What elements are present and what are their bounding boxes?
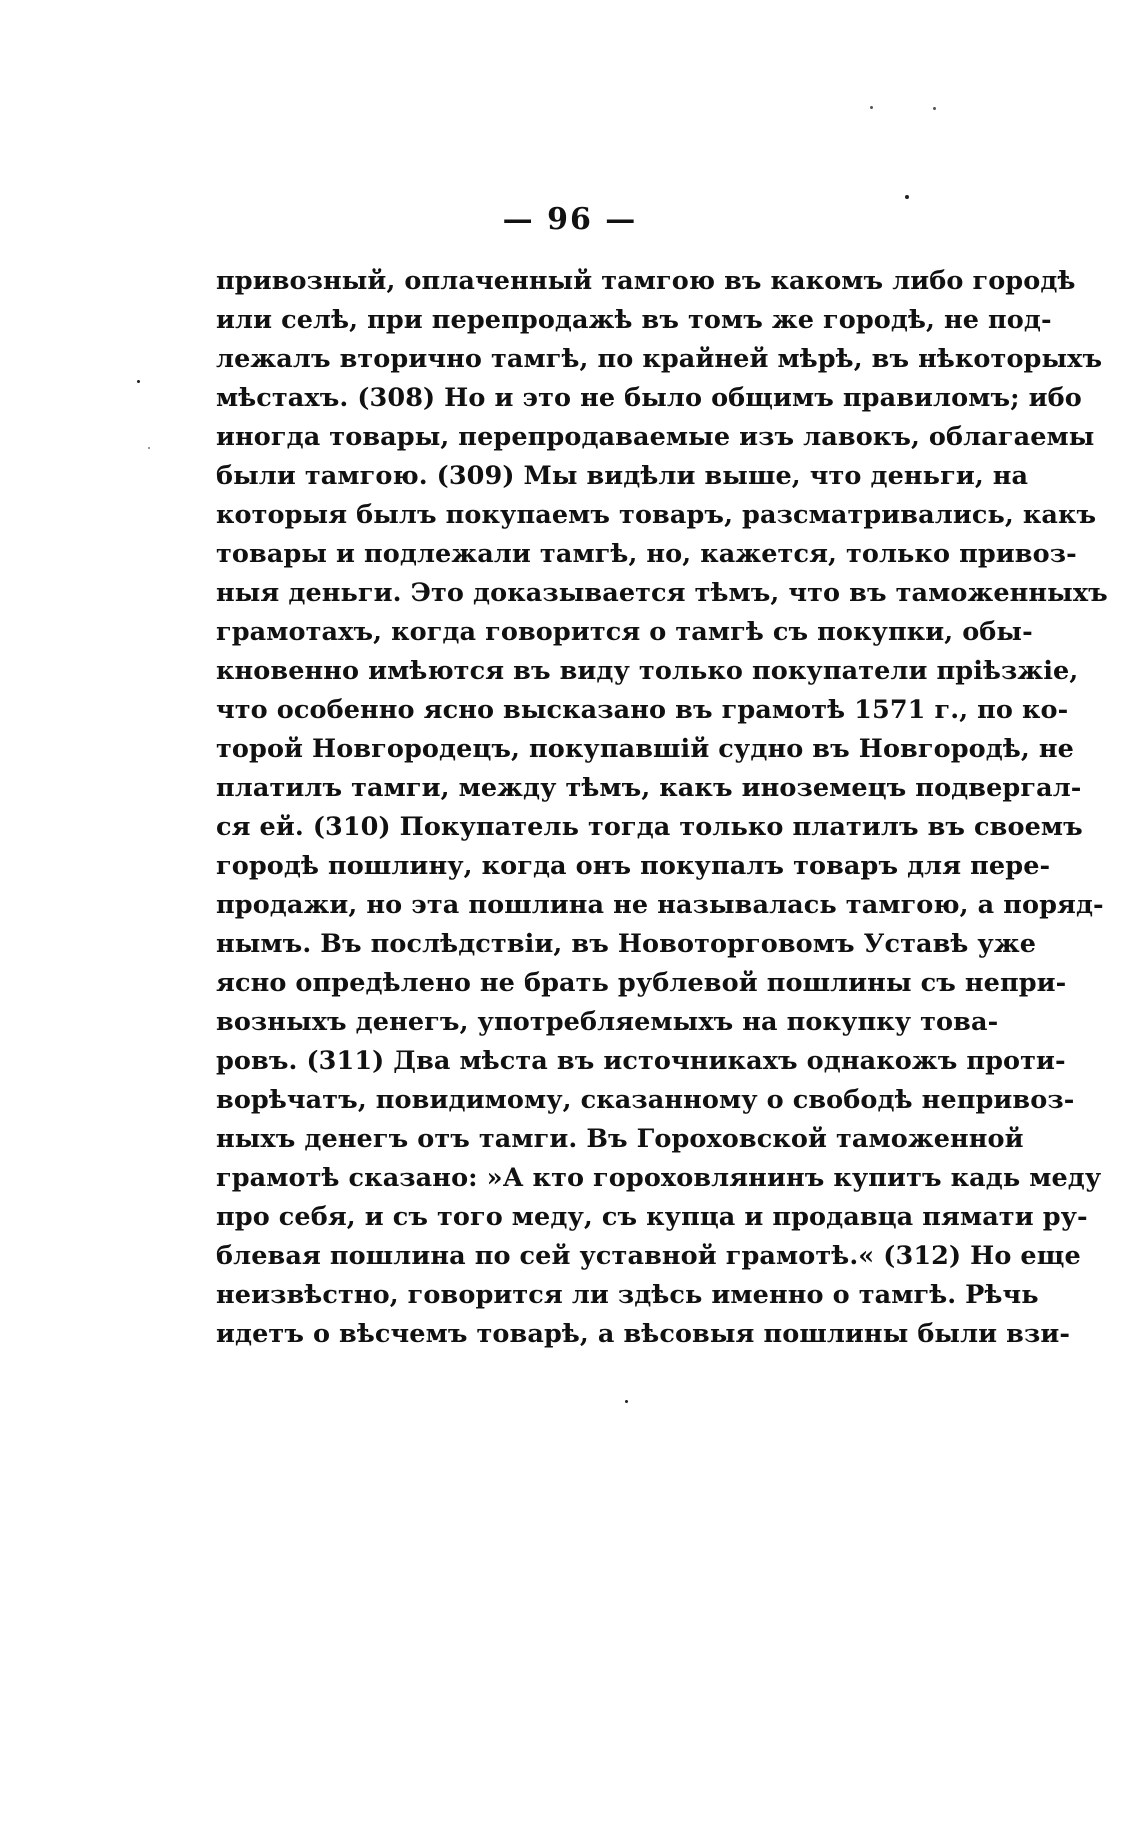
text-line: ворѣчатъ, повидимому, сказанному о свободѣ непривоз- [216, 1085, 1075, 1115]
text-line: блевая пошлина по сей уставной грамотѣ.« (312) Но еще [216, 1241, 1081, 1271]
text-line: мѣстахъ. (308) Но и это не было общимъ правиломъ; ибо [216, 383, 1082, 413]
text-line: которыя былъ покупаемъ товаръ, разсматривались, какъ [216, 500, 1097, 530]
text-line: грамотахъ, когда говорится о тамгѣ съ покупки, обы- [216, 617, 1033, 647]
text-line: торой Новгородецъ, покупавшій судно въ Новгородѣ, не [216, 734, 1074, 764]
text-line: ныхъ денегъ отъ тамги. Въ Гороховской таможенной [216, 1124, 1024, 1154]
text-line: про себя, и съ того меду, съ купца и продавца пямати ру- [216, 1202, 1088, 1232]
text-line: городѣ пошлину, когда онъ покупалъ товаръ для пере- [216, 851, 1051, 881]
scan-speck [625, 1400, 628, 1403]
text-line: грамотѣ сказано: »А кто гороховлянинъ купитъ кадь меду [216, 1163, 1102, 1193]
text-line: привозный, оплаченный тамгою въ какомъ либо городѣ [216, 266, 1076, 296]
page-number: — 96 — [502, 202, 638, 237]
scan-speck [148, 447, 150, 449]
text-line: кновенно имѣются въ виду только покупатели пріѣзжіе, [216, 656, 1079, 686]
text-line: возныхъ денегъ, употребляемыхъ на покупку това- [216, 1007, 999, 1037]
text-line: ясно опредѣлено не брать рублевой пошлины съ непри- [216, 968, 1067, 998]
text-line: продажи, но эта пошлина не называлась тамгою, а поряд- [216, 890, 1104, 920]
text-line: идетъ о вѣсчемъ товарѣ, а вѣсовыя пошлины были взи- [216, 1319, 1071, 1349]
text-line: нымъ. Въ послѣдствіи, въ Новоторговомъ Уставѣ уже [216, 929, 1037, 959]
text-line: ровъ. (311) Два мѣста въ источникахъ однакожъ проти- [216, 1046, 1066, 1076]
text-line: неизвѣстно, говорится ли здѣсь именно о тамгѣ. Рѣчь [216, 1280, 1039, 1310]
text-line: что особенно ясно высказано въ грамотѣ 1571 г., по ко- [216, 695, 1069, 725]
text-line: были тамгою. (309) Мы видѣли выше, что деньги, на [216, 461, 1029, 491]
scan-speck [905, 195, 909, 199]
text-line: ся ей. (310) Покупатель тогда только платилъ въ своемъ [216, 812, 1083, 842]
text-line: платилъ тамги, между тѣмъ, какъ иноземецъ подвергал- [216, 773, 1082, 803]
text-line: или селѣ, при перепродажѣ въ томъ же городѣ, не под- [216, 305, 1052, 335]
scan-speck [137, 380, 140, 383]
body-text [216, 262, 1108, 1354]
scan-speck [933, 107, 936, 110]
text-line: иногда товары, перепродаваемые изъ лавокъ, облагаемы [216, 422, 1095, 452]
scan-speck [870, 106, 873, 109]
text-line: лежалъ вторично тамгѣ, по крайней мѣрѣ, въ нѣкоторыхъ [216, 344, 1103, 374]
text-line: ныя деньги. Это доказывается тѣмъ, что въ таможенныхъ [216, 578, 1108, 608]
text-line: товары и подлежали тамгѣ, но, кажется, только привоз- [216, 539, 1077, 569]
